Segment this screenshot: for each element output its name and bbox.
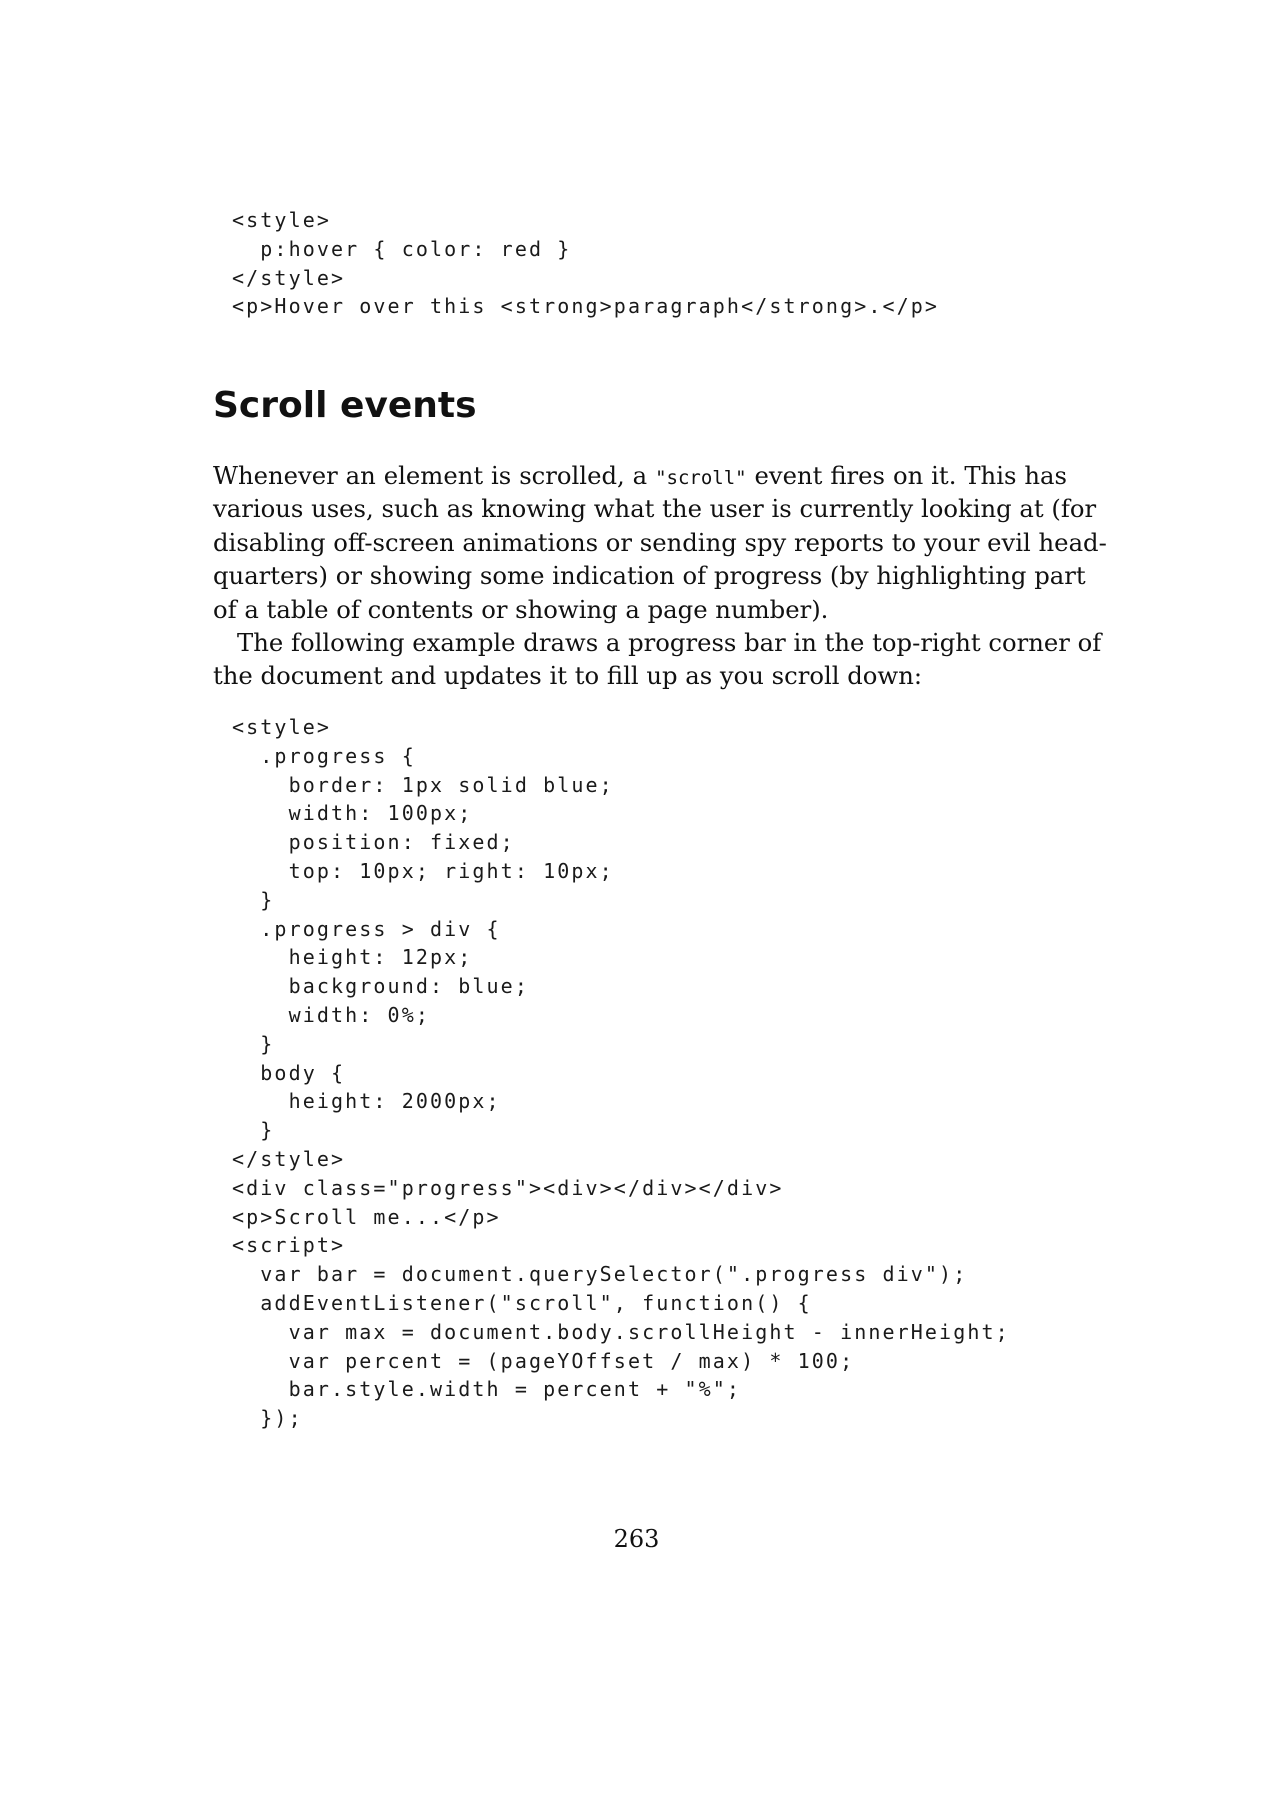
code-line: </style>	[232, 1146, 346, 1171]
paragraph-scroll-intro	[213, 459, 1107, 626]
code-line: height: 2000px;	[232, 1089, 501, 1114]
code-line: position: fixed;	[232, 830, 515, 855]
code-line: </style>	[232, 265, 346, 290]
code-line: height: 12px;	[232, 945, 473, 970]
code-line: .progress {	[232, 743, 416, 768]
text-run: Whenever an element is scrolled, a	[213, 461, 656, 490]
code-line: background: blue;	[232, 974, 529, 999]
paragraph-line: of a table of contents or showing a page number).	[213, 594, 829, 624]
code-line: var percent = (pageYOffset / max) * 100;	[232, 1348, 855, 1373]
code-block-hover-example	[232, 206, 939, 321]
code-line: <div class="progress"><div></div></div>	[232, 1175, 784, 1200]
inline-code-scroll: "scroll"	[655, 467, 747, 489]
paragraph-line: The following example draws a progress bar in the top-right corner of	[237, 628, 1102, 657]
paragraph-line: the document and updates it to fill up as you scroll down:	[213, 661, 923, 691]
code-line: p:hover { color: red }	[232, 236, 572, 261]
page-number: 263	[613, 1525, 660, 1553]
code-line: <style>	[232, 715, 331, 739]
paragraph-line: quarters) or showing some indication of progress (by highlighting part	[213, 561, 1086, 591]
section-heading: Scroll events	[213, 385, 477, 426]
code-line: }	[232, 1118, 275, 1143]
code-line: var max = document.body.scrollHeight - innerHeight;	[232, 1319, 1010, 1344]
code-line: width: 100px;	[232, 801, 473, 826]
code-line: <p>Hover over this <strong>paragraph</strong>.</p>	[232, 294, 940, 319]
code-block-progress-example	[232, 713, 1010, 1433]
text-run: event fires on it. This has	[746, 461, 1067, 490]
code-line: body {	[232, 1060, 346, 1085]
code-line: <p>Scroll me...</p>	[232, 1204, 501, 1229]
code-line: border: 1px solid blue;	[232, 772, 614, 797]
code-line: var bar = document.querySelector(".progress div");	[232, 1262, 968, 1287]
paragraph-line	[213, 459, 1067, 492]
code-line: <script>	[232, 1233, 346, 1258]
code-line: <style>	[232, 208, 331, 232]
code-line: bar.style.width = percent + "%";	[232, 1377, 742, 1402]
code-line: }	[232, 1031, 275, 1056]
code-line: addEventListener("scroll", function() {	[232, 1290, 812, 1315]
paragraph-example-intro	[213, 626, 1102, 693]
paragraph-line: various uses, such as knowing what the user is currently looking at (for	[213, 494, 1097, 524]
code-line: top: 10px; right: 10px;	[232, 858, 614, 883]
paragraph-line: disabling off-screen animations or sending spy reports to your evil head-	[213, 527, 1107, 557]
code-line: width: 0%;	[232, 1002, 430, 1027]
code-line: });	[232, 1406, 303, 1431]
code-line: }	[232, 887, 275, 912]
code-line: .progress > div {	[232, 916, 501, 941]
